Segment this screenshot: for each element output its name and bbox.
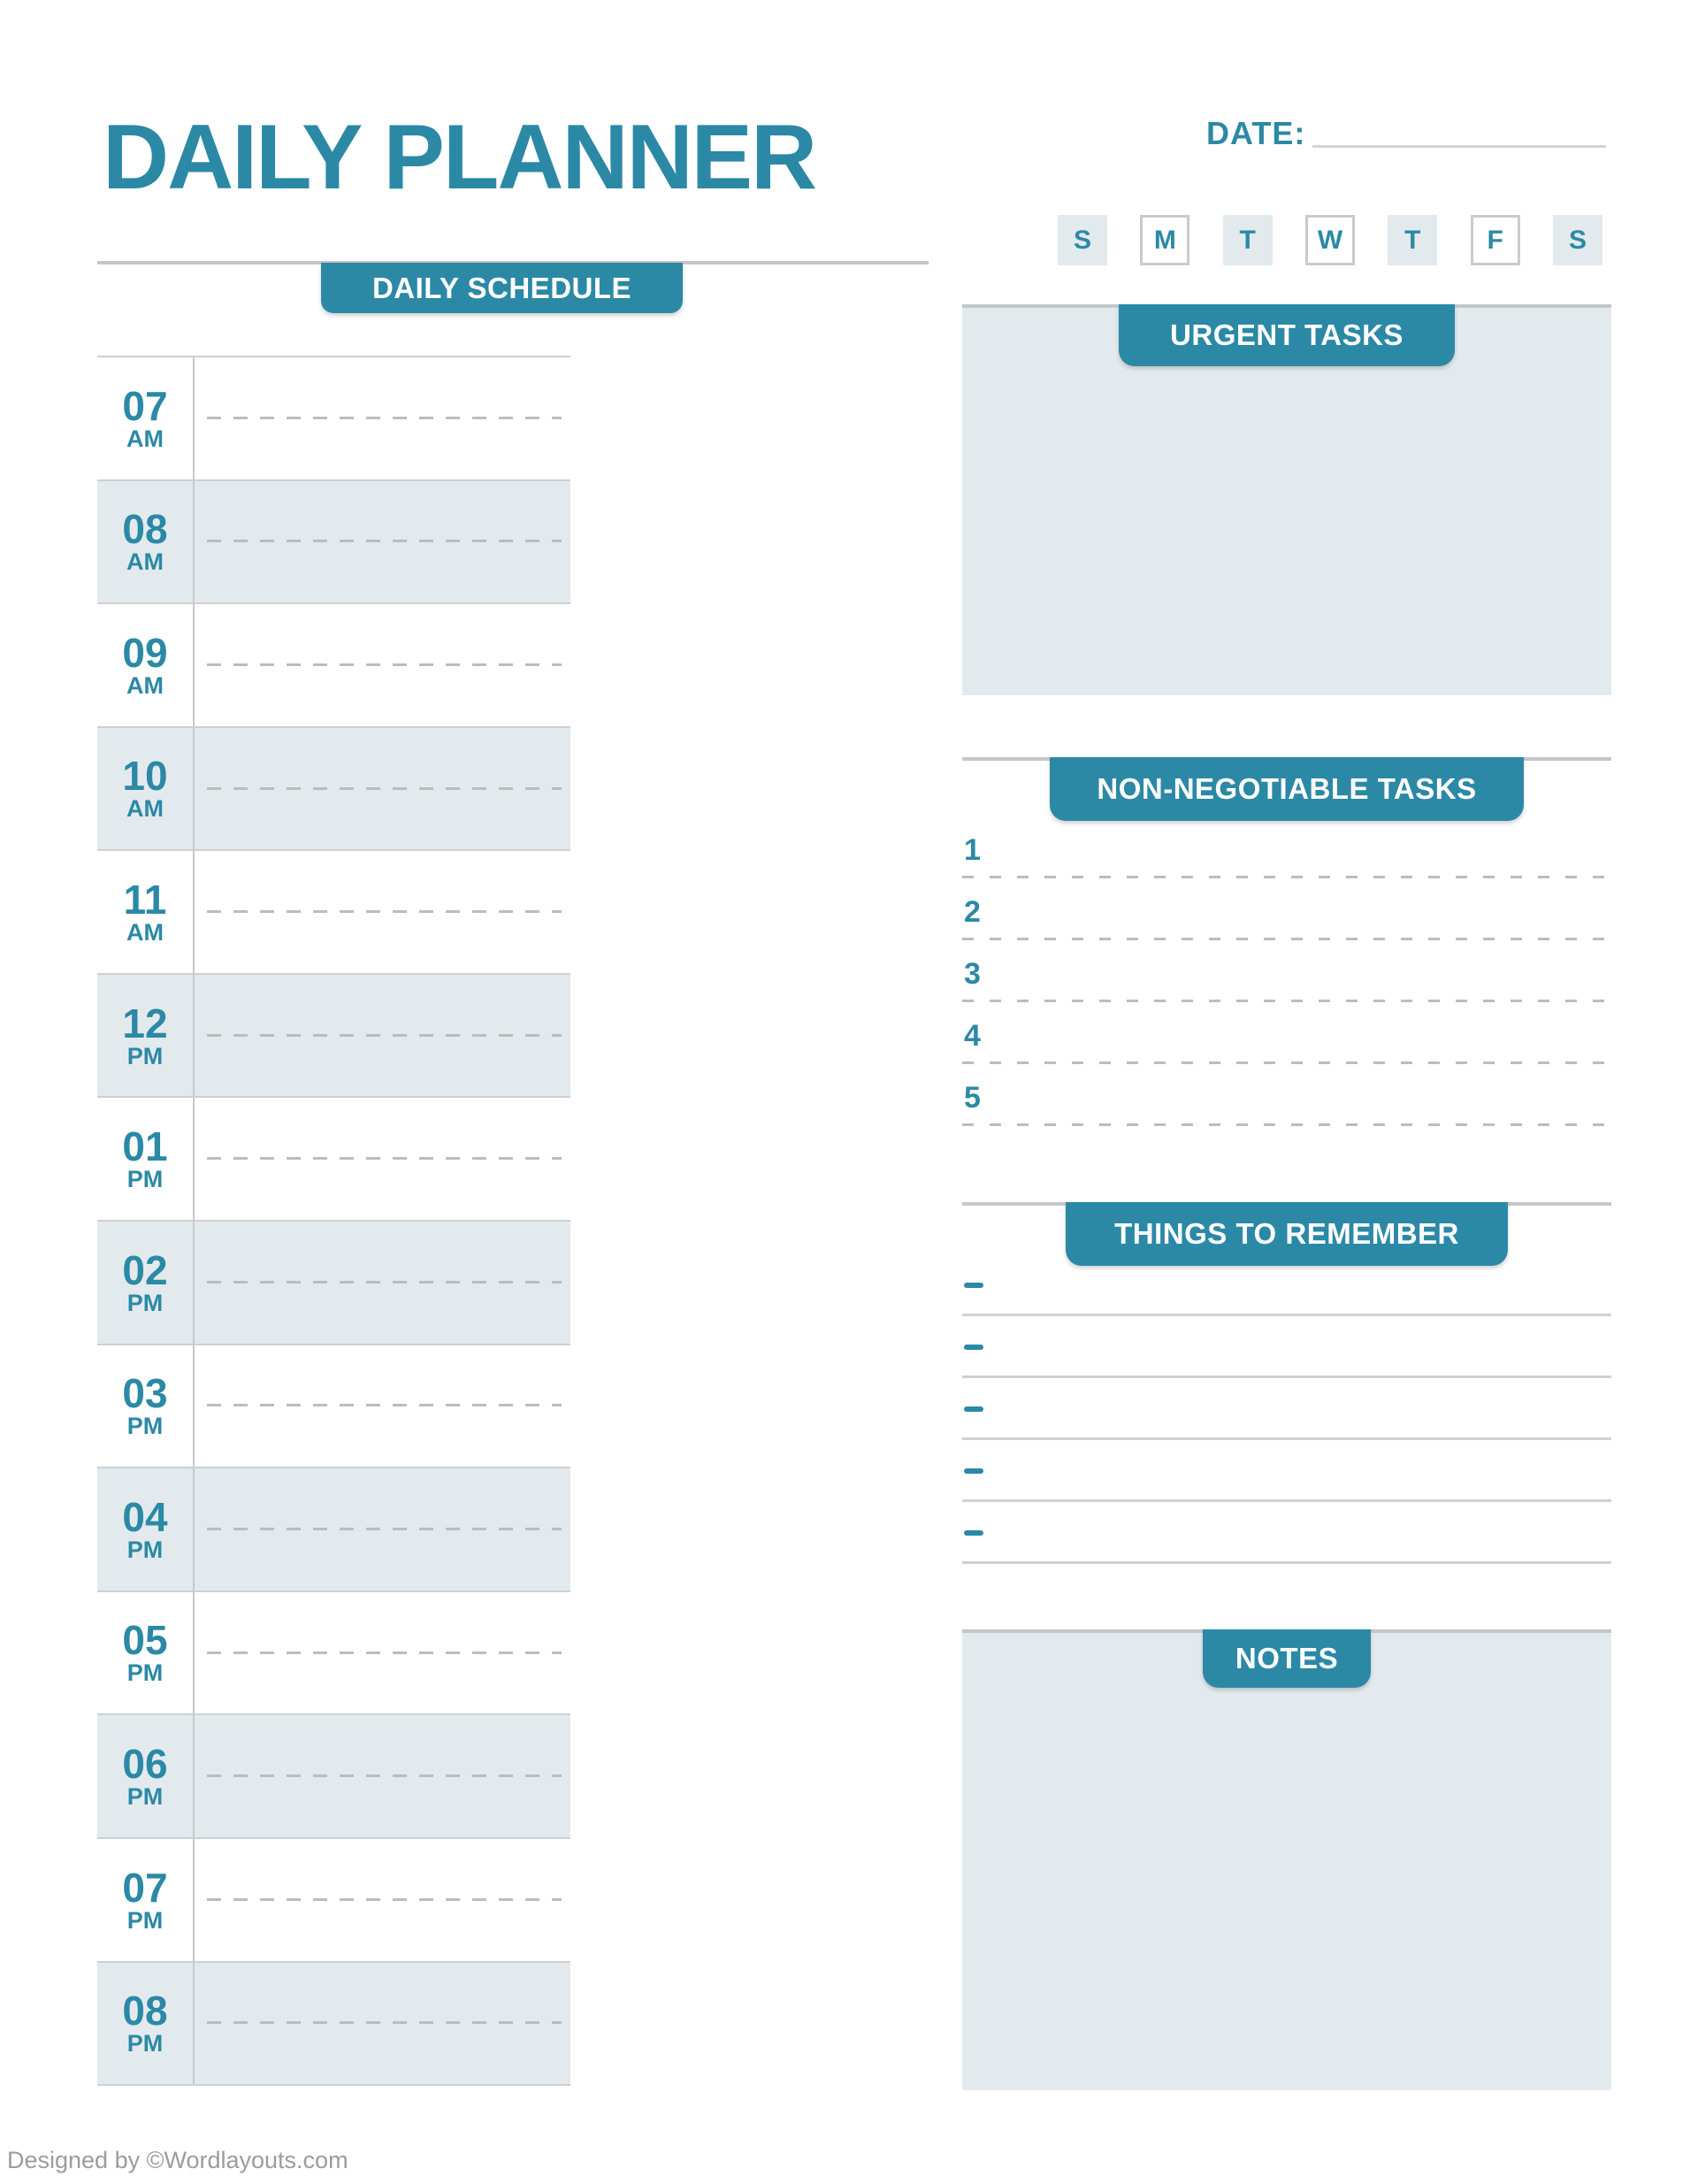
meridiem-label: PM bbox=[126, 1166, 164, 1193]
hour-label: 08 bbox=[122, 1988, 168, 2035]
nonnegotiable-badge bbox=[1050, 757, 1524, 821]
remember-badge bbox=[1066, 1202, 1508, 1266]
schedule-entry-area[interactable] bbox=[195, 975, 570, 1097]
day-box[interactable] bbox=[1388, 215, 1437, 265]
nonnegotiable-item[interactable] bbox=[962, 1064, 1611, 1126]
hour-label: 06 bbox=[122, 1740, 168, 1787]
nonnegotiable-label: NON-NEGOTIABLE TASKS bbox=[1097, 772, 1477, 805]
bullet-dash-icon bbox=[964, 1406, 983, 1412]
meridiem-label: AM bbox=[126, 671, 164, 699]
day-letter: W bbox=[1317, 225, 1343, 255]
page-title: DAILY PLANNER bbox=[103, 106, 816, 209]
day-box[interactable] bbox=[1471, 215, 1520, 265]
meridiem-label: PM bbox=[126, 1906, 164, 1934]
notes-badge bbox=[1203, 1629, 1371, 1688]
weekday-row bbox=[1058, 215, 1602, 265]
bullet-dash-icon bbox=[964, 1468, 983, 1474]
remember-item[interactable] bbox=[962, 1440, 1611, 1502]
schedule-row bbox=[97, 356, 570, 479]
meridiem-label: AM bbox=[126, 425, 164, 452]
schedule-row bbox=[97, 726, 570, 850]
time-label bbox=[97, 1098, 195, 1220]
bullet-dash-icon bbox=[964, 1345, 983, 1350]
hour-label: 07 bbox=[122, 1864, 168, 1911]
meridiem-label: PM bbox=[126, 1413, 164, 1440]
time-label bbox=[97, 851, 195, 973]
remember-write-line bbox=[962, 1561, 1611, 1564]
time-label bbox=[97, 1592, 195, 1714]
time-label bbox=[97, 604, 195, 726]
day-box[interactable] bbox=[1223, 215, 1273, 265]
day-letter: M bbox=[1153, 225, 1176, 255]
schedule-row bbox=[97, 602, 570, 726]
schedule-row bbox=[97, 479, 570, 603]
hour-label: 04 bbox=[122, 1493, 168, 1540]
schedule-row bbox=[97, 1713, 570, 1837]
schedule-write-line bbox=[207, 540, 562, 542]
remember-item[interactable] bbox=[962, 1502, 1611, 1564]
schedule-write-line bbox=[207, 1157, 562, 1160]
day-letter: S bbox=[1568, 225, 1587, 255]
hour-label: 12 bbox=[122, 1000, 168, 1046]
hour-label: 03 bbox=[122, 1370, 168, 1417]
remember-item[interactable] bbox=[962, 1316, 1611, 1378]
bullet-dash-icon bbox=[964, 1283, 983, 1288]
schedule-entry-area[interactable] bbox=[195, 728, 570, 850]
meridiem-label: AM bbox=[126, 918, 164, 946]
schedule-row bbox=[97, 973, 570, 1097]
schedule-entry-area[interactable] bbox=[195, 1839, 570, 1961]
date-label: DATE: bbox=[1206, 115, 1306, 151]
schedule-entry-area[interactable] bbox=[195, 1222, 570, 1344]
footer-credit: Designed by ©Wordlayouts.com bbox=[7, 2147, 348, 2173]
hour-label: 02 bbox=[122, 1246, 168, 1293]
item-number: 1 bbox=[964, 833, 981, 867]
schedule-row bbox=[97, 1220, 570, 1344]
meridiem-label: PM bbox=[126, 2030, 164, 2058]
schedule-entry-area[interactable] bbox=[195, 1098, 570, 1220]
item-number: 4 bbox=[964, 1019, 981, 1053]
schedule-row bbox=[97, 1961, 570, 2085]
day-box[interactable] bbox=[1305, 215, 1355, 265]
day-letter: F bbox=[1487, 225, 1503, 255]
time-label bbox=[97, 975, 195, 1097]
remember-item[interactable] bbox=[962, 1378, 1611, 1440]
schedule-write-line bbox=[207, 1774, 562, 1777]
schedule-header-label: DAILY SCHEDULE bbox=[371, 271, 632, 304]
schedule-row bbox=[97, 1096, 570, 1220]
day-box[interactable] bbox=[1140, 215, 1189, 265]
hour-label: 07 bbox=[122, 382, 168, 429]
notes-box[interactable] bbox=[962, 1633, 1611, 2090]
schedule-write-line bbox=[207, 1034, 562, 1037]
item-number: 3 bbox=[964, 957, 981, 991]
urgent-tasks-label: URGENT TASKS bbox=[1170, 318, 1404, 351]
schedule-write-line bbox=[207, 417, 562, 419]
nonnegotiable-list bbox=[962, 816, 1611, 1126]
day-letter: T bbox=[1239, 225, 1256, 255]
meridiem-label: PM bbox=[126, 1042, 164, 1069]
schedule-write-line bbox=[207, 1528, 562, 1530]
hour-label: 10 bbox=[122, 753, 168, 800]
day-box[interactable] bbox=[1553, 215, 1602, 265]
meridiem-label: AM bbox=[126, 795, 164, 823]
meridiem-label: AM bbox=[126, 548, 164, 576]
nonnegotiable-item[interactable] bbox=[962, 816, 1611, 878]
day-letter: S bbox=[1073, 225, 1091, 255]
hour-label: 08 bbox=[122, 506, 168, 553]
schedule-write-line bbox=[207, 910, 562, 913]
schedule-write-line bbox=[207, 1898, 562, 1901]
schedule-table bbox=[97, 356, 570, 2086]
urgent-tasks-badge bbox=[1119, 304, 1455, 366]
schedule-write-line bbox=[207, 2021, 562, 2024]
schedule-row bbox=[97, 1467, 570, 1590]
schedule-row bbox=[97, 1344, 570, 1467]
schedule-entry-area[interactable] bbox=[195, 851, 570, 973]
item-write-line bbox=[962, 1123, 1611, 1126]
time-label bbox=[97, 357, 195, 479]
nonnegotiable-item[interactable] bbox=[962, 878, 1611, 940]
item-number: 2 bbox=[964, 895, 981, 929]
remember-list bbox=[962, 1254, 1611, 1564]
schedule-row bbox=[97, 849, 570, 973]
schedule-write-line bbox=[207, 787, 562, 790]
schedule-row bbox=[97, 1837, 570, 1961]
time-label bbox=[97, 1222, 195, 1344]
date-fill-line[interactable] bbox=[1312, 145, 1606, 148]
schedule-row bbox=[97, 1590, 570, 1714]
hour-label: 11 bbox=[123, 876, 167, 923]
time-label bbox=[97, 481, 195, 603]
schedule-header-badge bbox=[321, 263, 683, 313]
schedule-entry-area[interactable] bbox=[195, 604, 570, 726]
schedule-write-line bbox=[207, 1281, 562, 1284]
schedule-entry-area[interactable] bbox=[195, 1345, 570, 1467]
schedule-write-line bbox=[207, 1651, 562, 1654]
remember-label: THINGS TO REMEMBER bbox=[1114, 1217, 1459, 1250]
time-label bbox=[97, 1963, 195, 2085]
hour-label: 01 bbox=[122, 1123, 168, 1170]
schedule-entry-area[interactable] bbox=[195, 481, 570, 603]
day-letter: T bbox=[1404, 225, 1421, 255]
time-label bbox=[97, 1345, 195, 1467]
bullet-dash-icon bbox=[964, 1530, 983, 1536]
day-box[interactable] bbox=[1058, 215, 1107, 265]
notes-label: NOTES bbox=[1235, 1642, 1339, 1674]
schedule-write-line bbox=[207, 1404, 562, 1406]
nonnegotiable-item[interactable] bbox=[962, 1002, 1611, 1064]
hour-label: 05 bbox=[122, 1617, 168, 1664]
item-number: 5 bbox=[964, 1081, 981, 1115]
meridiem-label: PM bbox=[126, 1289, 164, 1316]
meridiem-label: PM bbox=[126, 1782, 164, 1810]
hour-label: 09 bbox=[122, 629, 168, 676]
time-label bbox=[97, 1839, 195, 1961]
schedule-entry-area[interactable] bbox=[195, 1963, 570, 2085]
time-label bbox=[97, 728, 195, 850]
meridiem-label: PM bbox=[126, 1659, 164, 1687]
meridiem-label: PM bbox=[126, 1536, 164, 1563]
schedule-entry-area[interactable] bbox=[195, 357, 570, 479]
schedule-entry-area[interactable] bbox=[195, 1592, 570, 1714]
schedule-write-line bbox=[207, 663, 562, 666]
schedule-entry-area[interactable] bbox=[195, 1468, 570, 1590]
time-label bbox=[97, 1715, 195, 1837]
time-label bbox=[97, 1468, 195, 1590]
schedule-entry-area[interactable] bbox=[195, 1715, 570, 1837]
nonnegotiable-item[interactable] bbox=[962, 940, 1611, 1002]
